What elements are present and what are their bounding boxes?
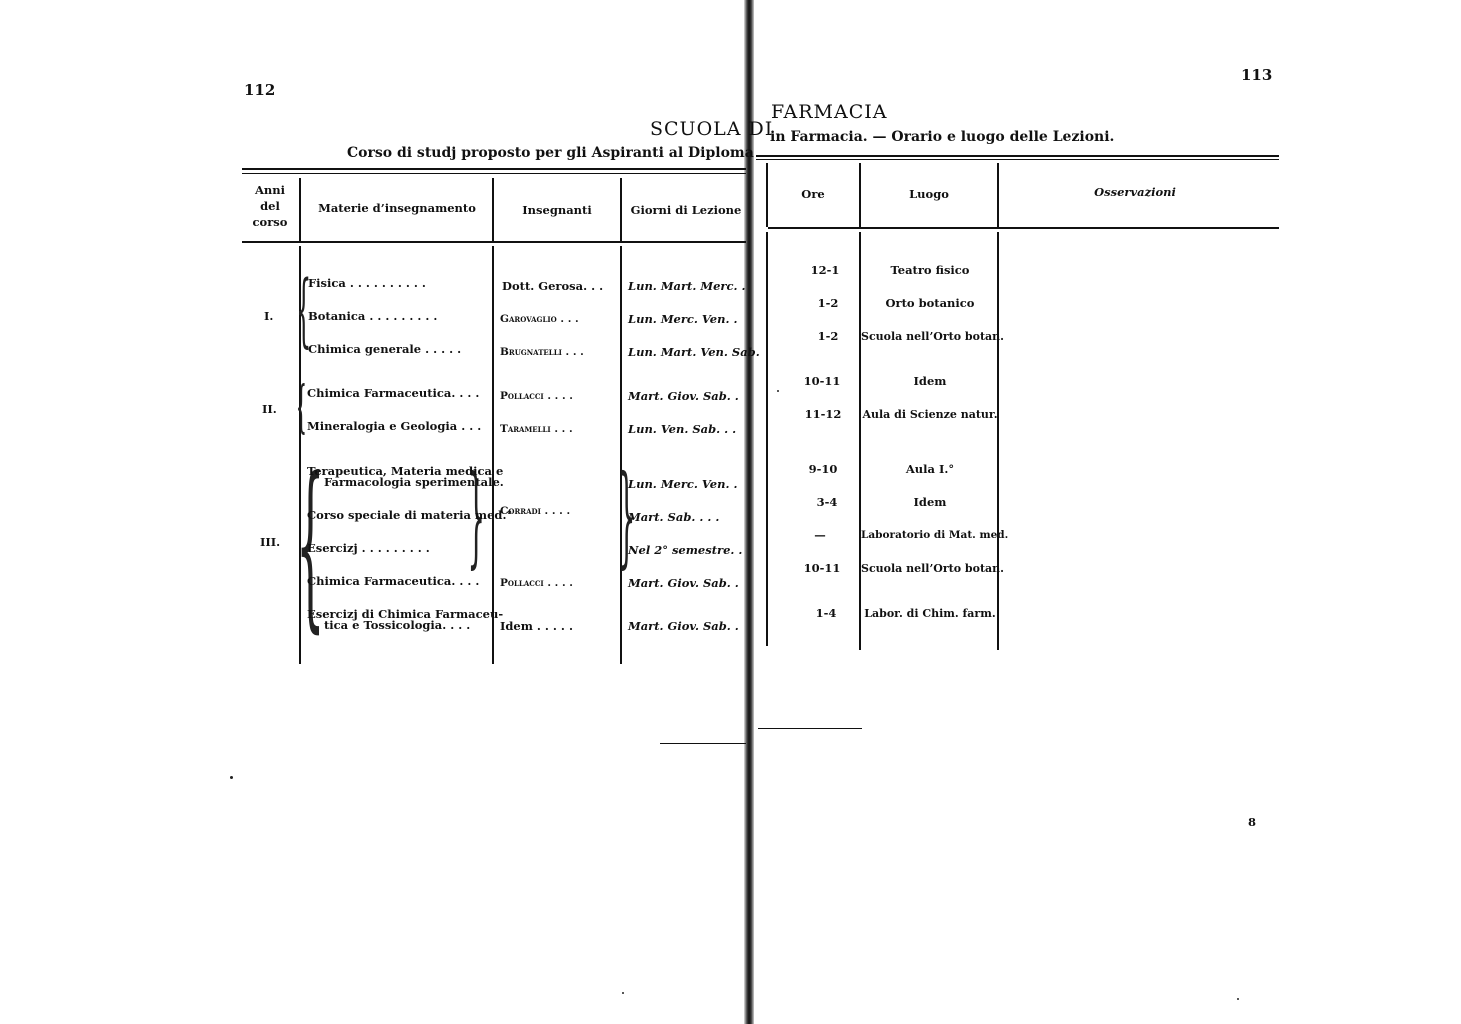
materia-cell: Mineralogia e Geologia . . . (307, 419, 482, 433)
luogo-cell: Aula I.° (905, 462, 955, 476)
year-label: I. (264, 309, 274, 323)
ore-cell: 1-2 (817, 329, 839, 343)
ore-cell: 10-11 (803, 374, 841, 388)
year-label: II. (262, 402, 277, 416)
scan-speck (777, 390, 779, 392)
scan-speck (230, 776, 233, 779)
brace: { (467, 451, 485, 579)
materia-cell: Chimica Farmaceutica. . . . (307, 574, 480, 588)
top-rule (756, 155, 1279, 157)
scan-speck (1237, 998, 1239, 1000)
ore-cell: 12-1 (810, 263, 840, 277)
materia-cell: Esercizj . . . . . . . . . (307, 541, 430, 555)
header-anni: Anni del corso (252, 183, 288, 229)
materia-cell: Chimica generale . . . . . (308, 342, 462, 356)
giorni-cell: Lun. Merc. Ven. . (628, 312, 738, 326)
insegnante-cell: Dott. Gerosa. . . (502, 279, 604, 293)
header-osservazioni: Osservazioni (1094, 185, 1176, 199)
col-divider (859, 163, 861, 227)
col-divider (997, 163, 999, 227)
luogo-cell: Orto botanico (885, 296, 975, 310)
ore-cell: 9-10 (808, 462, 838, 476)
giorni-cell: Mart. Sab. . . . (628, 510, 720, 524)
header-ore: Ore (801, 187, 825, 201)
top-rule (242, 168, 746, 170)
luogo-cell: Labor. di Chim. farm. (864, 607, 996, 620)
materia-cell: Fisica . . . . . . . . . . (308, 276, 426, 290)
col-divider (620, 178, 622, 241)
materia-cell-cont: Farmacologia sperimentale. (324, 475, 504, 489)
luogo-cell: Scuola nell’Orto botan. (861, 562, 1004, 575)
luogo-cell: Scuola nell’Orto botan. (861, 330, 1004, 343)
header-giorni: Giorni di Lezione (630, 203, 742, 217)
brace: } (618, 451, 636, 579)
page-subtitle-right: in Farmacia. — Orario e luogo delle Lezioni. (770, 129, 1115, 145)
giorni-cell: Lun. Merc. Ven. . (628, 477, 738, 491)
materia-cell: Chimica Farmaceutica. . . . (307, 386, 480, 400)
header-rule (768, 227, 1279, 229)
materia-cell: Esercizj di Chimica Farmaceu- (307, 607, 504, 621)
giorni-cell: Lun. Mart. Ven. Sab. (628, 345, 760, 359)
materia-cell: Terapeutica, Materia medica e (307, 464, 504, 478)
insegnante-cell: Pollacci . . . . (500, 390, 573, 402)
giorni-cell: Mart. Giov. Sab. . (628, 619, 739, 633)
insegnante-cell: Garovaglio . . . (500, 313, 579, 325)
brace: { (296, 440, 325, 649)
giorni-cell: Mart. Giov. Sab. . (628, 576, 739, 590)
col-divider (492, 246, 494, 664)
col-divider (997, 232, 999, 650)
brace: { (296, 263, 312, 356)
insegnante-cell: Taramelli . . . (500, 423, 573, 435)
end-rule (758, 728, 862, 729)
insegnante-cell: Idem . . . . . (500, 619, 573, 633)
year-label: III. (260, 535, 281, 549)
page-subtitle-left: Corso di studj proposto per gli Aspiranti al Diploma (347, 145, 754, 161)
luogo-cell: Idem (913, 374, 947, 388)
luogo-cell: Idem (913, 495, 947, 509)
col-divider (859, 232, 861, 650)
col-divider (299, 178, 301, 241)
materia-cell-cont: tica e Tossicologia. . . . (324, 618, 471, 632)
materia-cell: Botanica . . . . . . . . . (308, 309, 438, 323)
ore-cell: 1-2 (817, 296, 839, 310)
page-number-right: 113 (1241, 66, 1273, 84)
col-divider (492, 178, 494, 241)
header-insegnanti: Insegnanti (522, 203, 592, 217)
ore-cell: 1-4 (815, 606, 837, 620)
giorni-cell: Nel 2° semestre. . (628, 543, 743, 557)
brace: { (296, 375, 307, 440)
page-number-left: 112 (244, 81, 276, 99)
giorni-cell: Lun. Ven. Sab. . . (628, 422, 737, 436)
page-title-right: FARMACIA (771, 101, 888, 123)
scan-speck (622, 992, 624, 994)
ore-cell: 3-4 (816, 495, 838, 509)
signature-mark: 8 (1248, 815, 1257, 829)
page-title-left: SCUOLA DI (650, 118, 774, 140)
luogo-cell: Aula di Scienze natur. (862, 408, 998, 421)
ore-cell: 11-12 (804, 407, 842, 421)
ore-cell: — (814, 528, 826, 542)
header-materie: Materie d’insegnamento (318, 201, 476, 215)
ore-cell: 10-11 (803, 561, 841, 575)
header-luogo: Luogo (909, 187, 949, 201)
luogo-cell: Laboratorio di Mat. med. (861, 529, 1009, 541)
end-rule (660, 743, 746, 744)
giorni-cell: Lun. Mart. Merc. . (628, 279, 746, 293)
col-divider (766, 232, 768, 646)
top-rule-thin (242, 173, 746, 174)
insegnante-cell: Corradi . . . . (500, 505, 571, 517)
luogo-cell: Teatro fisico (890, 263, 970, 277)
insegnante-cell: Pollacci . . . . (500, 577, 573, 589)
header-rule (242, 241, 746, 243)
insegnante-cell: Brugnatelli . . . (500, 346, 584, 358)
top-rule-thin (756, 159, 1279, 160)
giorni-cell: Mart. Giov. Sab. . (628, 389, 739, 403)
materia-cell: Corso speciale di materia med.° (307, 508, 513, 522)
